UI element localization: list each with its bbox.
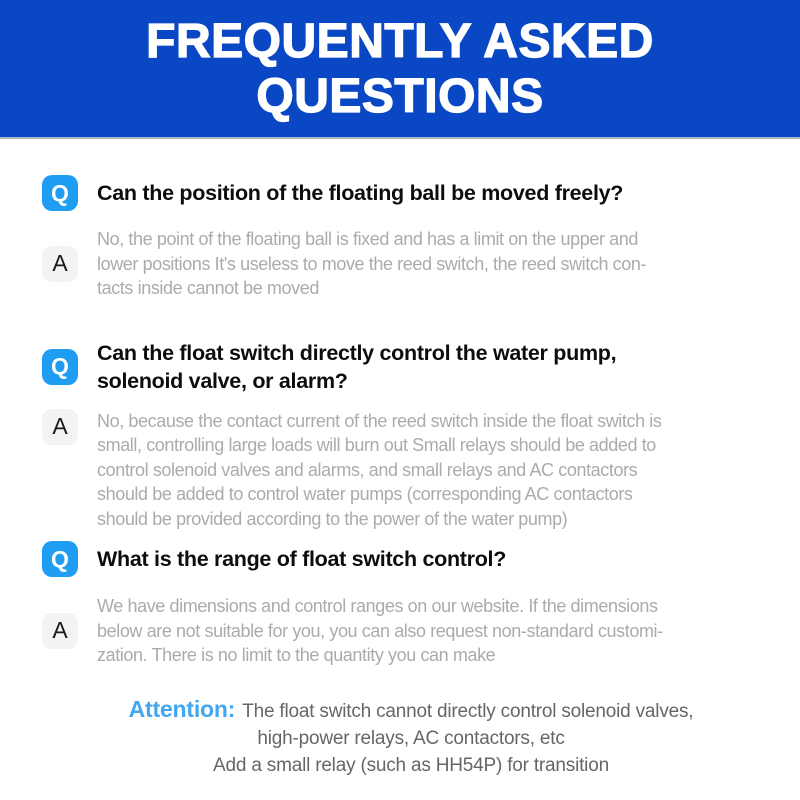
- answer-line: lower positions It's useless to move the reed switch, the reed switch con-: [97, 253, 647, 274]
- answer-line: We have dimensions and control ranges on our website. If the dimensions: [97, 596, 658, 616]
- question-badge-icon: Q: [42, 541, 78, 577]
- answer-text: [97, 227, 646, 301]
- question-row: [42, 541, 780, 577]
- question-text: [97, 179, 623, 207]
- answer-row: [42, 227, 780, 301]
- faq-item: [42, 339, 780, 532]
- page-title-line-2: QUESTIONS: [256, 69, 544, 123]
- answer-line: small, controlling large loads will burn out Small relays should be added to: [97, 435, 656, 455]
- question-text: [97, 339, 616, 395]
- answer-row: [42, 594, 780, 668]
- answer-text: [97, 594, 663, 668]
- answer-badge-icon: A: [42, 613, 78, 649]
- answer-badge-icon: A: [42, 409, 78, 445]
- question-line: Can the position of the floating ball be moved freely?: [97, 181, 624, 205]
- faq-item: [42, 175, 780, 301]
- answer-line: should be provided according to the power of the water pump): [97, 508, 568, 529]
- attention-text-1: The float switch cannot directly control solenoid valves,: [242, 700, 694, 722]
- question-line: What is the range of float switch control?: [97, 547, 507, 571]
- attention-note: [42, 696, 780, 779]
- answer-row: [42, 409, 780, 532]
- answer-text: [97, 409, 662, 532]
- answer-line: No, the point of the floating ball is fixed and has a limit on the upper and: [97, 229, 638, 249]
- faq-item: [42, 541, 780, 668]
- faq-header-banner: [0, 0, 800, 139]
- answer-badge-icon: A: [42, 246, 78, 282]
- attention-line-1: [42, 696, 780, 725]
- faq-list: [0, 175, 800, 779]
- attention-label: Attention:: [128, 695, 236, 722]
- question-text: [97, 545, 506, 573]
- answer-line: below are not suitable for you, you can also request non-standard customi-: [97, 620, 663, 641]
- question-badge-icon: Q: [42, 175, 78, 211]
- page-title-line-1: FREQUENTLY ASKED: [146, 14, 654, 68]
- question-row: [42, 175, 780, 211]
- answer-line: No, because the contact current of the reed switch inside the float switch is: [97, 410, 662, 431]
- attention-line-2: high-power relays, AC contactors, etc: [257, 727, 565, 749]
- answer-line: control solenoid valves and alarms, and small relays and AC contactors: [97, 459, 638, 480]
- answer-line: zation. There is no limit to the quantity you can make: [97, 645, 496, 665]
- question-row: [42, 339, 780, 395]
- question-badge-icon: Q: [42, 349, 78, 385]
- attention-line-3: Add a small relay (such as HH54P) for transition: [213, 754, 609, 776]
- answer-line: should be added to control water pumps (corresponding AC contactors: [97, 484, 633, 504]
- question-line: Can the float switch directly control the water pump,: [97, 340, 617, 365]
- answer-line: tacts inside cannot be moved: [97, 278, 319, 298]
- question-line: solenoid valve, or alarm?: [97, 368, 348, 393]
